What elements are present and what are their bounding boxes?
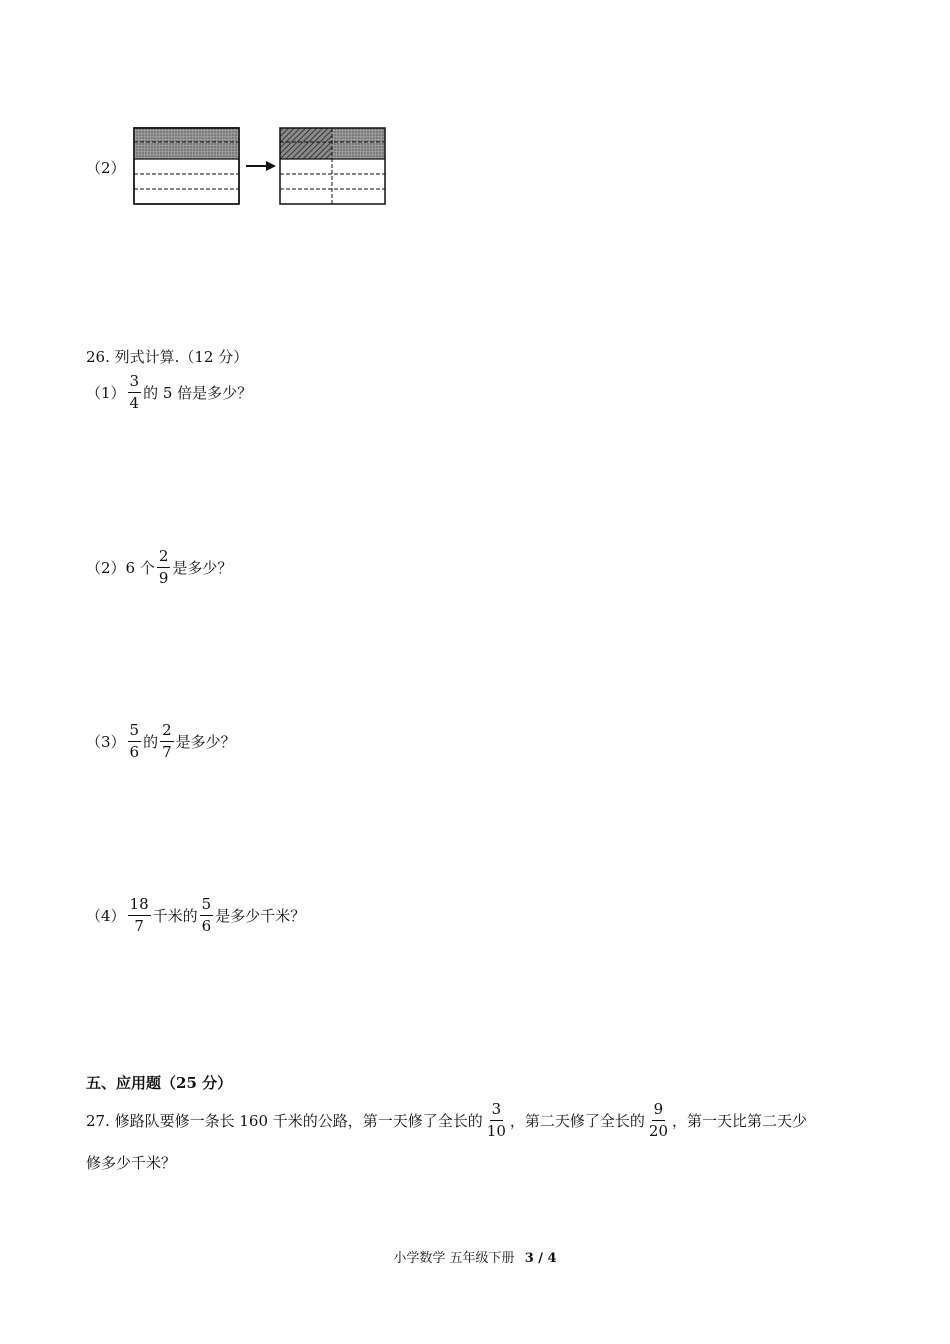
fraction-numerator: 18 [128,897,151,916]
q26-title: 26. 列式计算.（12 分） [86,348,249,366]
q26-p1-label: （1） [86,384,126,402]
q26-part2 [86,549,232,586]
fraction-numerator: 2 [157,549,171,568]
fraction [647,1102,670,1139]
q26-p3-label: （3） [86,733,126,751]
fraction-denominator: 10 [486,1122,506,1140]
footer-text: 小学数学 五年级下册 [393,1251,515,1266]
page-footer [0,1247,950,1266]
q26-p4-mid: 千米的 [152,907,198,925]
fraction-denominator: 7 [162,743,172,761]
q26-part1 [86,374,252,411]
page-number: 3 / 4 [524,1251,557,1266]
q27-text3: ，第一天比第二天少 [672,1112,808,1130]
fraction-denominator: 4 [129,394,140,412]
section5-title: 五、应用题（25 分） [86,1074,233,1092]
q25-part2-label: （2） [86,159,126,177]
fraction [128,897,151,934]
right-rectangle [280,128,385,204]
q27-text2: ，第二天修了全长的 [509,1112,645,1130]
q26-p4-text: 是多少千米？ [215,907,306,925]
q26-p2-label: （2）6 个 [86,559,155,577]
fraction [157,549,171,586]
left-rectangle [134,128,239,204]
fraction-numerator: 5 [200,897,214,916]
q26-part3 [86,723,236,760]
q26-p3-text: 是多少？ [175,733,236,751]
fraction [485,1102,508,1139]
fraction [200,897,214,934]
fraction-denominator: 6 [129,743,140,761]
fraction-numerator: 9 [652,1102,666,1121]
q26-p2-text: 是多少？ [172,559,233,577]
fraction [160,723,174,760]
fraction [128,723,142,760]
fraction-numerator: 3 [128,374,142,393]
fraction-denominator: 20 [648,1122,668,1140]
fraction-numerator: 2 [160,723,174,742]
fraction-numerator: 5 [128,723,142,742]
q27-text1: 27. 修路队要修一条长 160 千米的公路，第一天修了全长的 [86,1112,483,1130]
arrow-icon [246,161,276,171]
fraction-diagram [130,122,390,212]
q26-part4 [86,897,305,934]
q26-p4-label: （4） [86,907,126,925]
q26-p3-mid: 的 [143,733,159,751]
fraction-denominator: 6 [201,917,212,935]
fraction-numerator: 3 [490,1102,504,1121]
q26-p1-text: 的 5 倍是多少？ [143,384,253,402]
q27-line2: 修多少千米？ [86,1154,177,1172]
q27-line1 [86,1102,807,1139]
fraction [128,374,142,411]
fraction-denominator: 9 [158,569,169,587]
fraction-denominator: 7 [134,917,144,935]
